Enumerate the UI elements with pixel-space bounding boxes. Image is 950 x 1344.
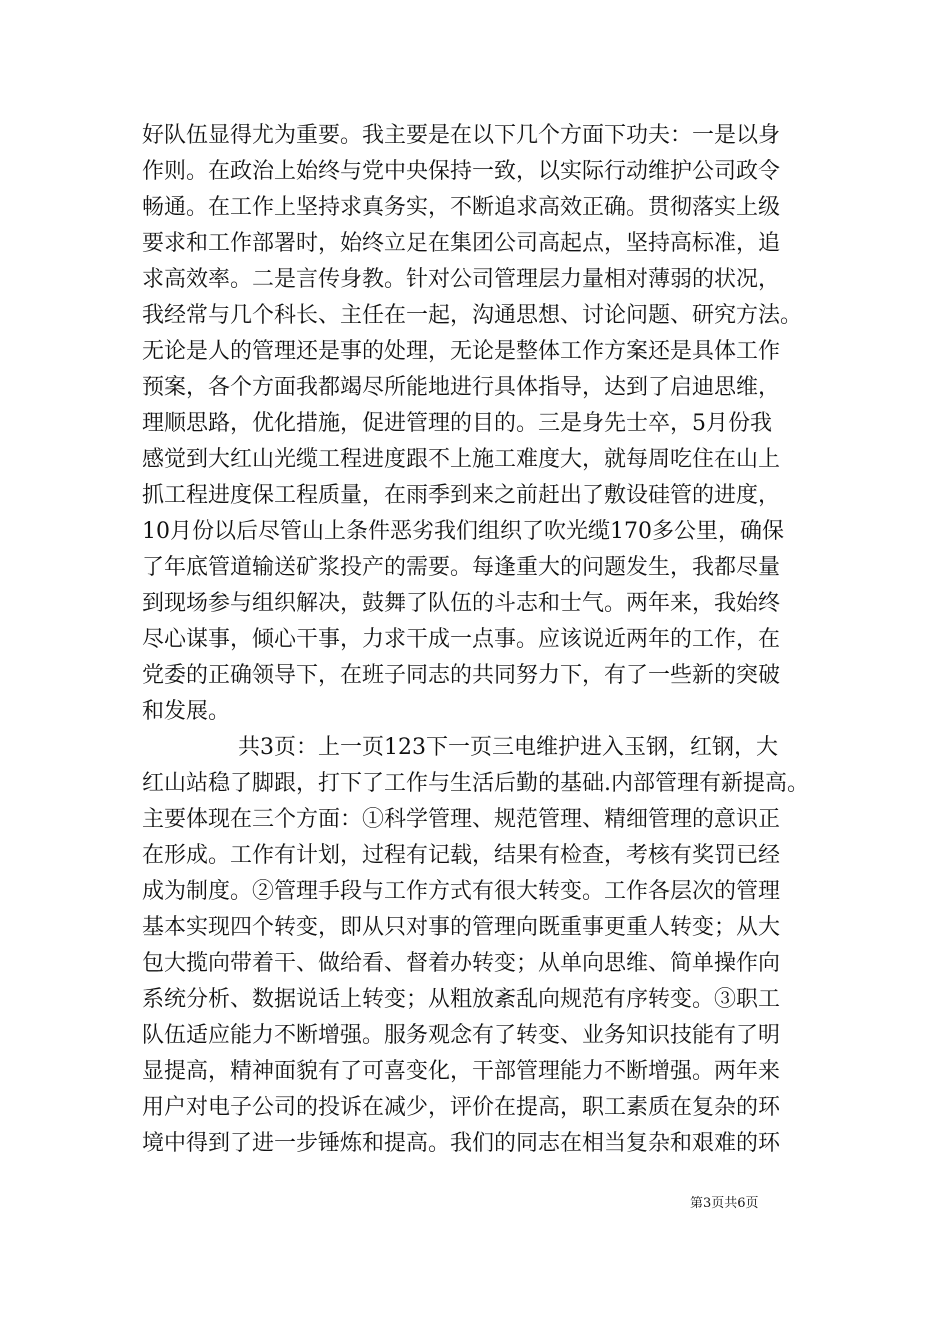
text-line: 成为制度。②管理手段与工作方式有很大转变。工作各层次的管理 bbox=[142, 879, 781, 904]
text-line: 10月份以后尽管山上条件恶劣我们组织了吹光缆170多公里，确保 bbox=[142, 519, 784, 544]
text-line: 尽心谋事，倾心干事，力求干成一点事。应该说近两年的工作，在 bbox=[142, 627, 781, 652]
text-line: 系统分析、数据说话上转变；从粗放紊乱向规范有序转变。③职工 bbox=[142, 987, 781, 1012]
text-line: 主要体现在三个方面：①科学管理、规范管理、精细管理的意识正 bbox=[142, 807, 781, 832]
text-line: 到现场参与组织解决，鼓舞了队伍的斗志和士气。两年来，我始终 bbox=[142, 591, 781, 616]
text-line: 显提高，精神面貌有了可喜变化，干部管理能力不断增强。两年来 bbox=[142, 1059, 781, 1084]
text-line: 好队伍显得尤为重要。我主要是在以下几个方面下功夫：一是以身 bbox=[142, 123, 781, 148]
text-line: 畅通。在工作上坚持求真务实，不断追求高效正确。贯彻落实上级 bbox=[142, 195, 781, 220]
body-text bbox=[142, 118, 822, 1162]
text-line: 无论是人的管理还是事的处理，无论是整体工作方案还是具体工作 bbox=[142, 339, 781, 364]
text-line: 理顺思路，优化措施，促进管理的目的。三是身先士卒，5月份我 bbox=[142, 411, 772, 436]
text-line: 包大揽向带着干、做给看、督着办转变；从单向思维、简单操作向 bbox=[142, 951, 781, 976]
text-line: 预案，各个方面我都竭尽所能地进行具体指导，达到了启迪思维， bbox=[142, 375, 781, 400]
text-line: 作则。在政治上始终与党中央保持一致，以实际行动维护公司政令 bbox=[142, 159, 781, 184]
text-line: 境中得到了进一步锤炼和提高。我们的同志在相当复杂和艰难的环 bbox=[142, 1131, 781, 1156]
text-line-indented: 共3页：上一页123下一页三电维护进入玉钢，红钢，大 bbox=[238, 735, 778, 760]
text-line: 队伍适应能力不断增强。服务观念有了转变、业务知识技能有了明 bbox=[142, 1023, 781, 1048]
page-number-footer: 第3页共6页 bbox=[690, 1196, 759, 1211]
text-line: 我经常与几个科长、主任在一起，沟通思想、讨论问题、研究方法。 bbox=[142, 303, 803, 328]
text-line: 党委的正确领导下，在班子同志的共同努力下，有了一些新的突破 bbox=[142, 663, 781, 688]
text-line: 基本实现四个转变，即从只对事的管理向既重事更重人转变；从大 bbox=[142, 915, 781, 940]
text-line: 求高效率。二是言传身教。针对公司管理层力量相对薄弱的状况， bbox=[142, 267, 781, 292]
text-line: 抓工程进度保工程质量，在雨季到来之前赶出了敷设硅管的进度， bbox=[142, 483, 781, 508]
text-line: 了年底管道输送矿浆投产的需要。每逢重大的问题发生，我都尽量 bbox=[142, 555, 781, 580]
text-line: 红山站稳了脚跟，打下了工作与生活后勤的基础.内部管理有新提高。 bbox=[142, 771, 809, 796]
text-line: 要求和工作部署时，始终立足在集团公司高起点，坚持高标准，追 bbox=[142, 231, 781, 256]
text-line: 和发展。 bbox=[142, 699, 231, 724]
text-line: 用户对电子公司的投诉在减少，评价在提高，职工素质在复杂的环 bbox=[142, 1095, 781, 1120]
text-line: 在形成。工作有计划，过程有记载，结果有检查，考核有奖罚已经 bbox=[142, 843, 781, 868]
text-line: 感觉到大红山光缆工程进度跟不上施工难度大，就每周吃住在山上 bbox=[142, 447, 781, 472]
